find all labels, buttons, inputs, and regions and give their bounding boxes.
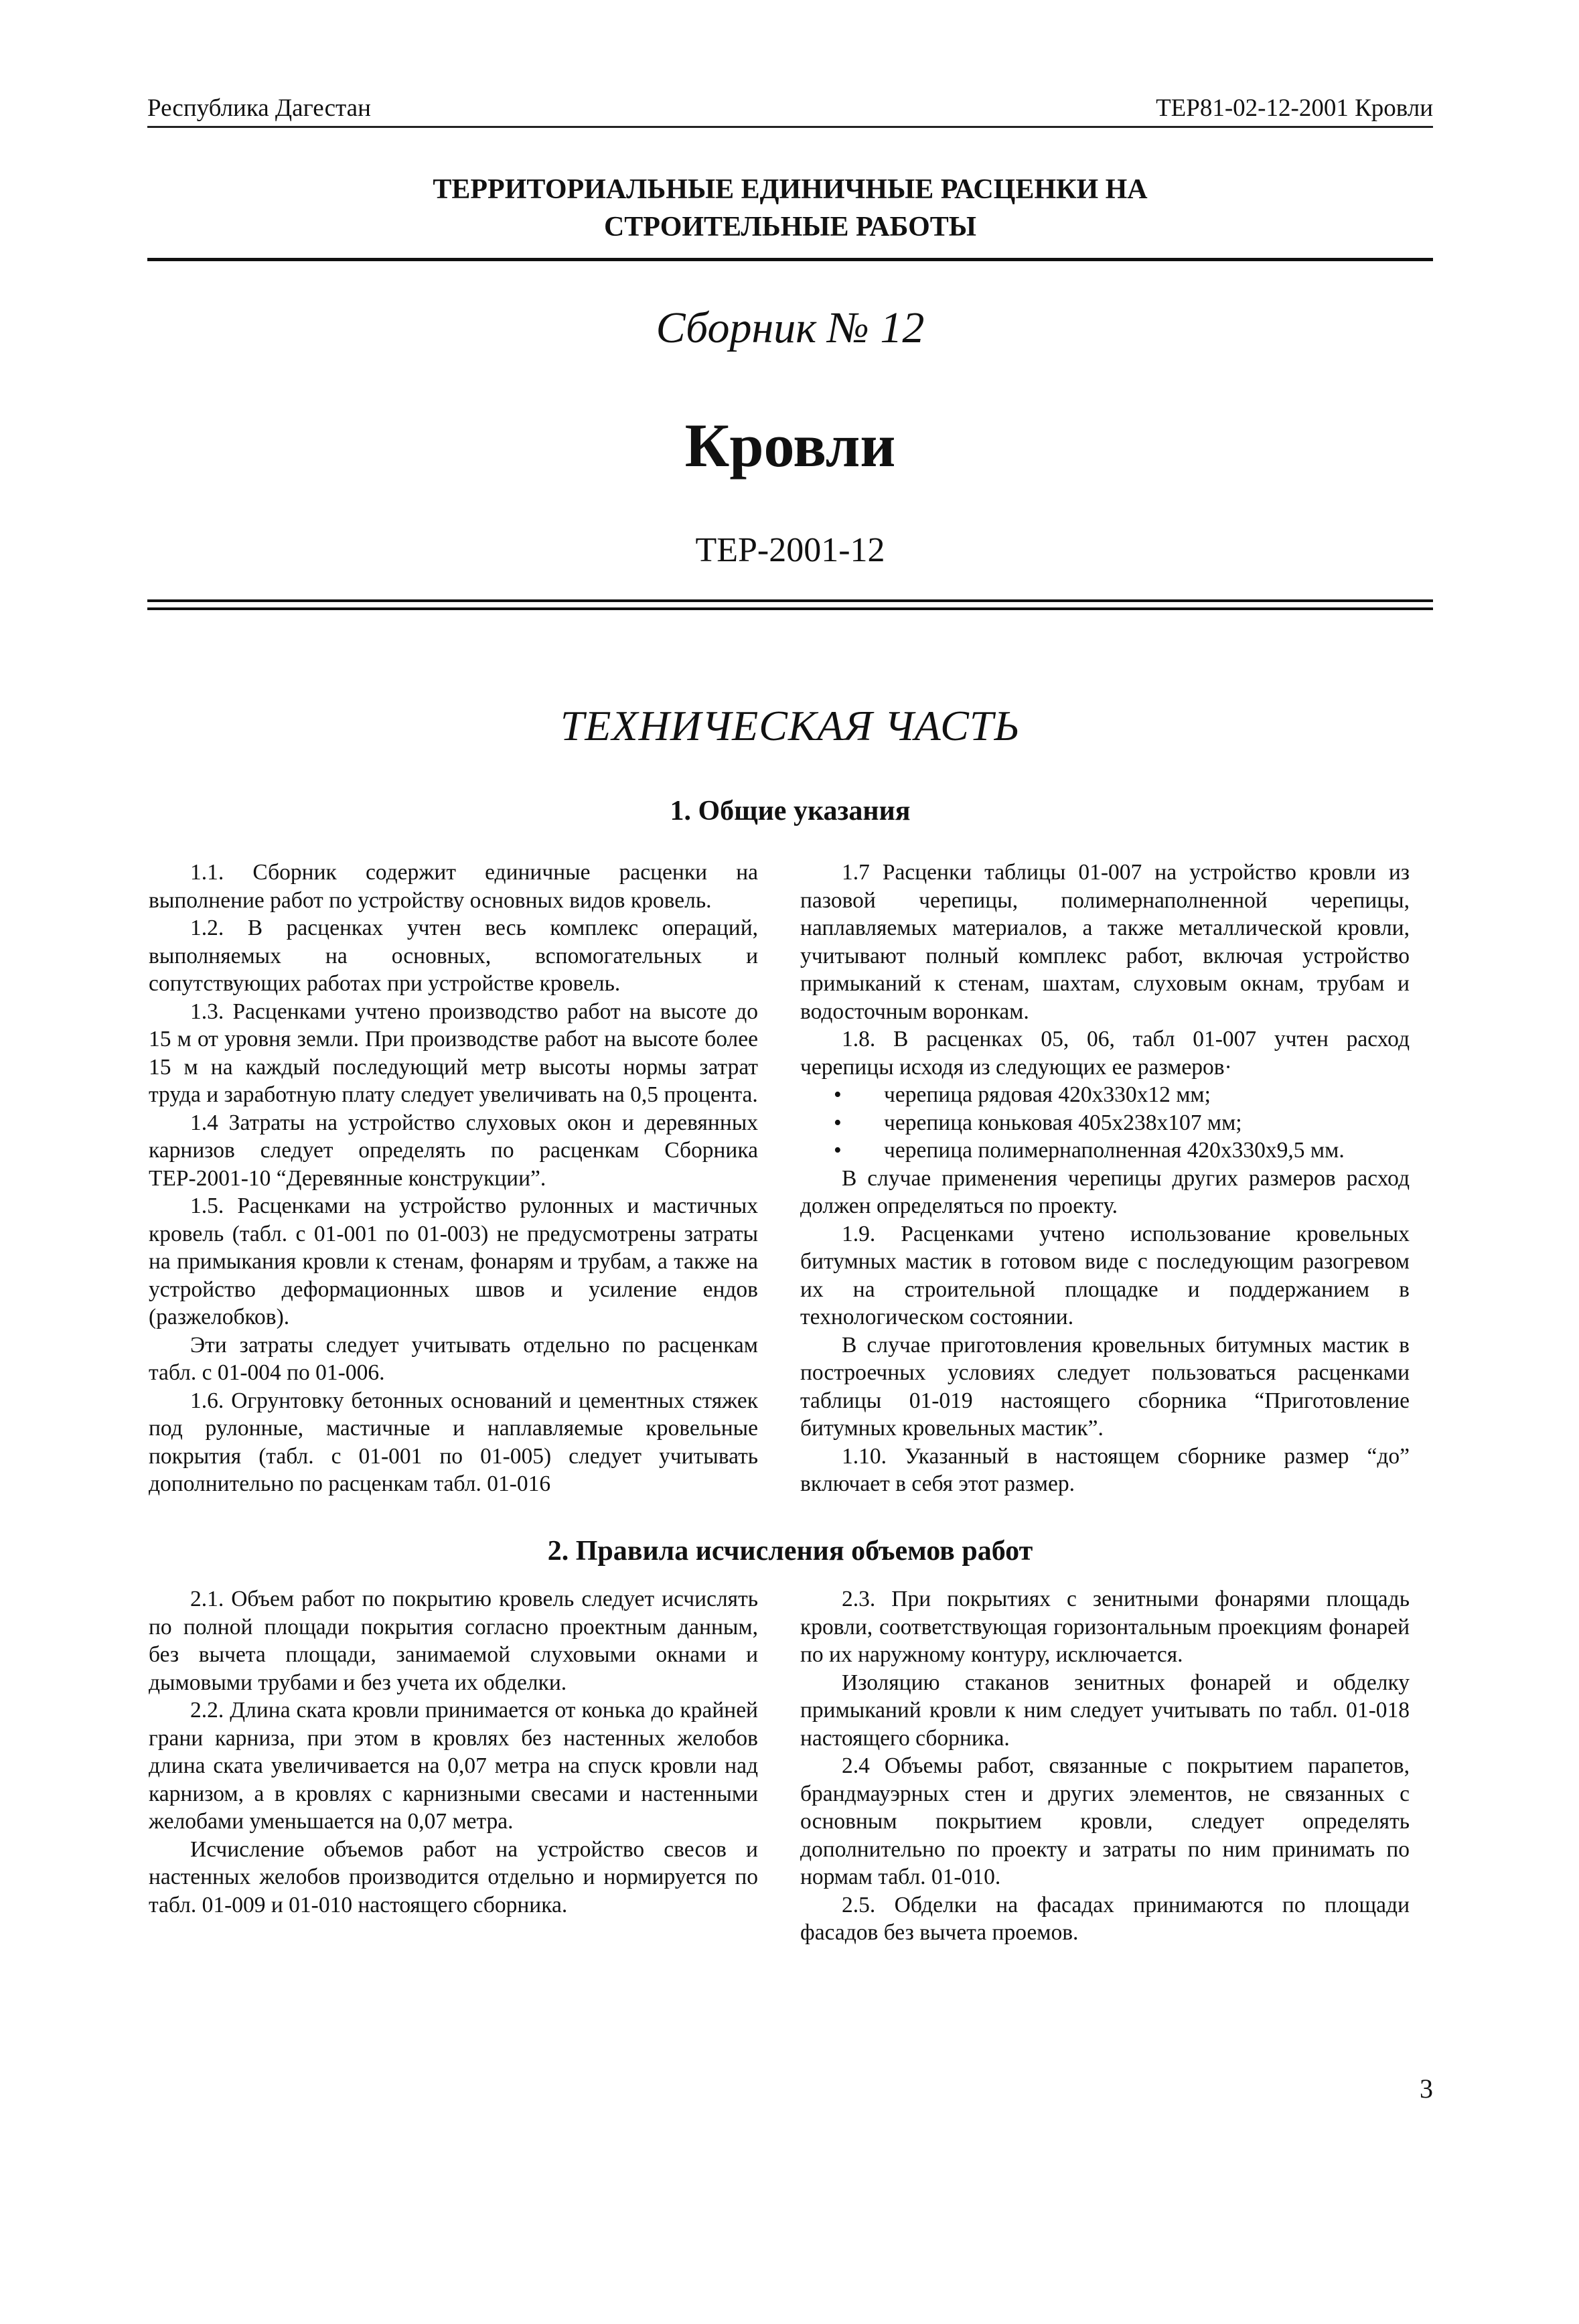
section-2-right-column <box>800 1585 1410 1947</box>
collection-code: ТЕР-2001-12 <box>695 531 885 569</box>
list-item: • черепица рядовая 420х330х12 мм; <box>800 1081 1410 1109</box>
main-title-line-1: ТЕРРИТОРИАЛЬНЫЕ ЕДИНИЧНЫЕ РАСЦЕНКИ НА <box>433 174 1148 205</box>
paragraph: 2.2. Длина ската кровли принимается от конька до крайней грани карниза, при этом в кровлях без настенных желобов длина ската увеличивается на 0,07 метра на спуск кровли над карнизом, а в кровлях с карнизными свесами и настенными желобами уменьшается на 0,07 метра. <box>149 1698 758 1834</box>
paragraph: 2.1. Объем работ по покрытию кровель следует исчислять по полной площади покрытия согласно проектным данным, без вычета площади, занимаемой слуховыми окнами и дымовыми трубами и без учета их обделки. <box>149 1587 758 1695</box>
running-header <box>147 94 1433 128</box>
title-divider <box>147 258 1433 261</box>
paragraph: Изоляцию стаканов зенитных фонарей и обделку примыканий кровли к ним следует учитывать по табл. 01-018 настоящего сборника. <box>800 1670 1410 1751</box>
page-number: 3 <box>1420 2074 1433 2104</box>
paragraph: 1.4 Затраты на устройство слуховых окон и деревянных карнизов следует определять по расценкам Сборника ТЕР-2001-10 “Деревянные конструкции”. <box>149 1110 758 1191</box>
list-item: • черепица полимернаполненная 420х330х9,5 мм. <box>800 1137 1410 1165</box>
paragraph: В случае применения черепицы других размеров расход должен определяться по проекту. <box>800 1165 1410 1218</box>
double-divider-bottom <box>147 607 1433 610</box>
section-1-heading: 1. Общие указания <box>670 796 911 826</box>
main-title-line-2: СТРОИТЕЛЬНЫЕ РАБОТЫ <box>603 212 977 242</box>
section-2-heading: 2. Правила исчисления объемов работ <box>547 1536 1033 1567</box>
paragraph: 1.1. Сборник содержит единичные расценки на выполнение работ по устройству основных видов кровель. <box>149 860 758 913</box>
paragraph: 1.8. В расценках 05, 06, табл 01-007 учтен расход черепицы исходя из следующих ее размеров· <box>800 1027 1410 1080</box>
section-1-left-column <box>149 859 758 1498</box>
section-1-right-column <box>800 859 1410 1498</box>
paragraph: 1.7 Расценки таблицы 01-007 на устройство кровли из пазовой черепицы, полимернаполненной черепицы, наплавляемых материалов, а также металлической кровли, учитывают полный комплекс работ, включая устройство примыканий к стенам, шахтам, слуховым окнам, трубам и водосточным воронкам. <box>800 860 1410 1024</box>
collection-title: Кровли <box>684 411 896 480</box>
paragraph: 1.10. Указанный в настоящем сборнике размер “до” включает в себя этот размер. <box>800 1443 1410 1496</box>
paragraph: 1.9. Расценками учтено использование кровельных битумных мастик в готовом виде с последующим разогревом их на строительной площадке и поддержанием в технологическом состоянии. <box>800 1221 1410 1329</box>
paragraph: 1.2. В расценках учтен весь комплекс операций, выполняемых на основных, вспомогательных и сопутствующих работах при устройстве кровель. <box>149 916 758 996</box>
double-divider-top <box>147 599 1433 602</box>
paragraph: 1.5. Расценками на устройство рулонных и мастичных кровель (табл. с 01-001 по 01-003) не предусмотрены затраты на примыкания кровли к стенам, фонарям и трубам, а также на устройство деформационных швов и усиление ендов (разжелобков). <box>149 1193 758 1329</box>
main-title <box>147 171 1433 246</box>
tile-sizes-list <box>800 1081 1410 1165</box>
paragraph: 2.5. Обделки на фасадах принимаются по площади фасадов без вычета проемов. <box>800 1892 1410 1945</box>
header-document-code: ТЕР81-02-12-2001 Кровли <box>1156 94 1433 122</box>
list-item: • черепица коньковая 405х238х107 мм; <box>800 1109 1410 1137</box>
paragraph: 2.3. При покрытиях с зенитными фонарями площадь кровли, соответствующая горизонтальным проекциям фонарей по их наружному контуру, исключается. <box>800 1587 1410 1667</box>
collection-label: Сборник № 12 <box>656 303 925 352</box>
paragraph: В случае приготовления кровельных битумных мастик в построечных условиях следует пользоваться расценками таблицы 01-019 настоящего сборника “Приготовление битумных кровельных мастик”. <box>800 1332 1410 1441</box>
section-2-left-column <box>149 1585 758 1919</box>
part-title: ТЕХНИЧЕСКАЯ ЧАСТЬ <box>560 702 1021 749</box>
header-region: Республика Дагестан <box>147 94 371 122</box>
paragraph: 2.4 Объемы работ, связанные с покрытием парапетов, брандмауэрных стен и других элементов, не связанных с основным покрытием кровли, следует определять дополнительно по проекту и затраты по ним принимать по нормам табл. 01-010. <box>800 1753 1410 1889</box>
paragraph: 1.3. Расценками учтено производство работ на высоте до 15 м от уровня земли. При производстве работ на высоте более 15 м на каждый последующий метр высоты нормы затрат труда и заработную плату следует увеличивать на 0,5 процента. <box>149 999 758 1107</box>
paragraph: 1.6. Огрунтовку бетонных оснований и цементных стяжек под рулонные, мастичные и наплавляемые кровельные покрытия (табл. с 01-001 по 01-005) следует учитывать дополнительно по расценкам табл. 01-016 <box>149 1388 758 1496</box>
paragraph: Исчисление объемов работ на устройство свесов и настенных желобов производится отдельно и нормируется по табл. 01-009 и 01-010 настоящего сборника. <box>149 1836 758 1917</box>
paragraph: Эти затраты следует учитывать отдельно по расценкам табл. с 01-004 по 01-006. <box>149 1332 758 1385</box>
